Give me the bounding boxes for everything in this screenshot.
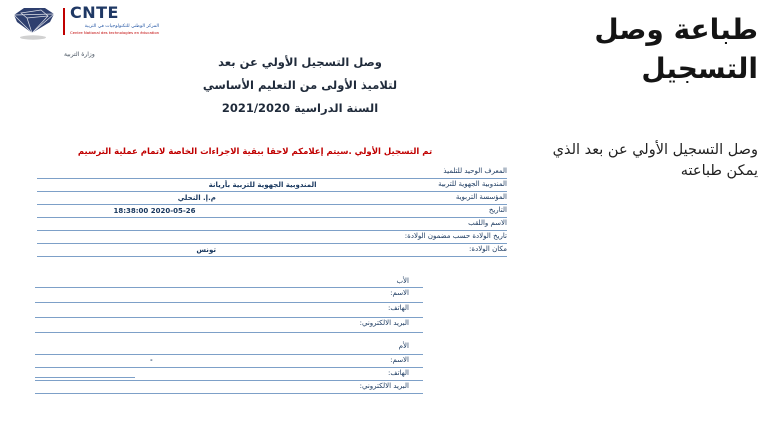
field-label: التاريخ xyxy=(488,206,507,214)
field-label: مكان الولادة: xyxy=(469,245,507,253)
field-label: المعرف الوحيد للتلميذ xyxy=(443,167,507,175)
field-row-birth-date xyxy=(37,231,507,244)
field-row-birth-place xyxy=(37,244,507,257)
receipt-title-line-1: وصل التسجيل الأولي عن بعد xyxy=(218,55,382,69)
field-row-unique-id xyxy=(37,166,507,179)
mother-section xyxy=(35,341,423,394)
father-section xyxy=(35,276,423,333)
slide-title-line-1: طباعة وصل xyxy=(594,13,758,46)
slide-title-line-2: التسجيل xyxy=(641,52,758,86)
field-value: م.إ. النحلي xyxy=(177,194,216,202)
receipt-title-line-3: السنة الدراسية 2021/2020 xyxy=(221,101,379,115)
mother-phone-row xyxy=(35,368,423,381)
field-row-full-name xyxy=(37,218,507,231)
field-label: المؤسسة التربوية xyxy=(455,193,507,201)
field-value: تونس xyxy=(196,246,216,254)
field-label: البريد الالكتروني: xyxy=(359,382,409,390)
logo-divider xyxy=(63,8,65,35)
field-label: تاريخ الولادة حسب مضمون الولادة: xyxy=(404,232,507,240)
cnte-subtitle-arabic: المركز الوطني للتكنولوجيات في التربية xyxy=(84,23,160,29)
field-label: الاسم واللقب xyxy=(468,219,507,227)
field-label: الاسم: xyxy=(390,356,409,364)
mother-name-row xyxy=(35,355,423,368)
field-value: المندوبية الجهوية للتربية بأريانة xyxy=(208,181,317,189)
section-header-label: الأب xyxy=(396,277,409,285)
field-row-delegation xyxy=(37,179,507,192)
father-email-row xyxy=(35,318,423,333)
field-row-school xyxy=(37,192,507,205)
mother-email-row xyxy=(35,381,423,394)
student-info-section xyxy=(37,166,507,257)
father-section-header xyxy=(35,276,423,288)
receipt-title-block xyxy=(150,57,450,126)
slide-description: وصل التسجيل الأولي عن بعد الذي يمكن طباعته xyxy=(552,142,758,180)
slide-title xyxy=(512,10,758,88)
cnte-subtitle-french: Centre National des technologies en éducation xyxy=(70,29,160,35)
ministry-label: وزارة التربية xyxy=(64,51,95,58)
slide-text-panel xyxy=(512,0,768,432)
diamond-gem-icon xyxy=(10,5,58,41)
field-label: الاسم: xyxy=(390,289,409,297)
field-value: - xyxy=(150,357,153,364)
cnte-logo xyxy=(10,5,159,41)
father-name-row xyxy=(35,288,423,303)
field-label: الهاتف: xyxy=(388,304,409,312)
field-row-date xyxy=(37,205,507,218)
field-label: البريد الالكتروني: xyxy=(359,319,409,327)
field-value: 18:38:00 2020-05-26 xyxy=(113,207,196,215)
mother-section-header xyxy=(35,341,423,355)
field-label: الهاتف: xyxy=(388,369,409,377)
cnte-wordmark: CNTE xyxy=(70,3,119,22)
father-phone-row xyxy=(35,303,423,318)
registration-notice: تم التسجيل الأولي .سيتم إعلامكم لاحقا ببقية الاجراءات الخاصة لاتمام عملية الترسيم xyxy=(77,147,433,157)
receipt-title-line-2: لتلاميذ الأولى من التعليم الأساسي xyxy=(202,78,398,92)
section-header-label: الأم xyxy=(398,342,409,350)
field-label: المندوبية الجهوية للتربية xyxy=(438,180,507,188)
